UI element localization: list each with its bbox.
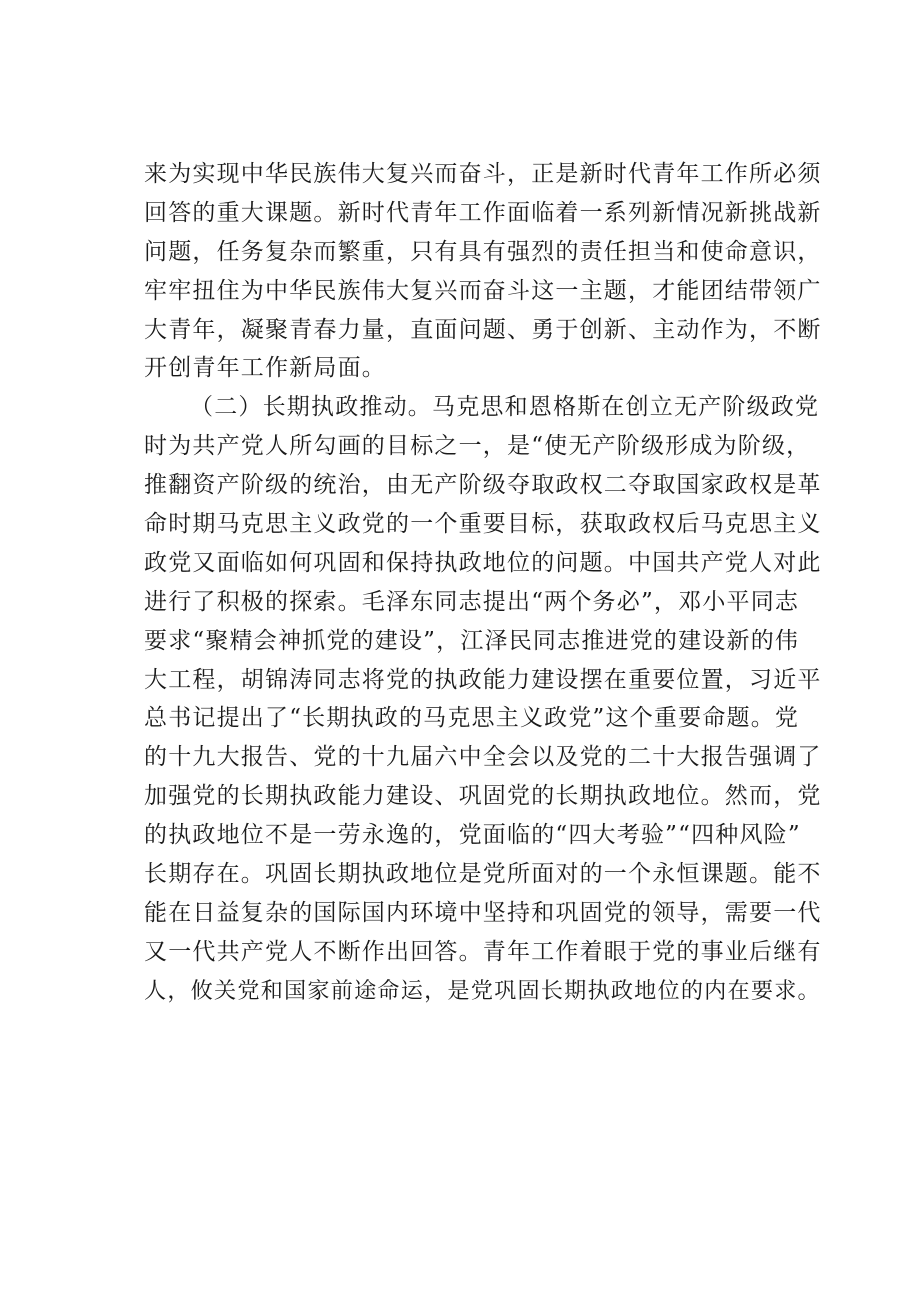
- text-line: 人，攸关党和国家前途命运，是党巩固长期执政地位的内在要求。: [144, 977, 821, 1004]
- text-line: 推翻资产阶级的统治，由无产阶级夺取政权二夺取国家政权是革: [144, 472, 822, 499]
- text-line: 长期存在。巩固长期执政地位是党所面对的一个永恒课题。能不: [144, 861, 822, 888]
- text-line: 来为实现中华民族伟大复兴而奋斗，正是新时代青年工作所必须: [144, 161, 822, 187]
- section-heading-line: （二）长期执政推动。马克思和恩格斯在创立无产阶级政党: [190, 394, 820, 421]
- text-line: 问题，任务复杂而繁重，只有具有强烈的责任担当和使命意识，: [144, 238, 822, 265]
- text-line: 总书记提出了“长期执政的马克思主义政党”这个重要命题。党: [144, 705, 800, 732]
- text-line: 能在日益复杂的国际国内环境中坚持和巩固党的领导，需要一代: [144, 899, 822, 926]
- text-line: 开创青年工作新局面。: [144, 355, 386, 382]
- text-line: 的十九大报告、党的十九届六中全会以及党的二十大报告强调了: [144, 744, 822, 771]
- text-line: 进行了积极的探索。毛泽东同志提出“两个务必”，邓小平同志: [144, 588, 800, 615]
- text-line: 的执政地位不是一劳永逸的，党面临的“四大考验”“四种风险”: [144, 822, 801, 849]
- text-line: 要求“聚精会神抓党的建设”，江泽民同志推进党的建设新的伟: [144, 627, 800, 654]
- text-line: 大工程，胡锦涛同志将党的执政能力建设摆在重要位置，习近平: [144, 666, 822, 693]
- text-line: 又一代共产党人不断作出回答。青年工作着眼于党的事业后继有: [144, 938, 822, 965]
- text-line: 回答的重大课题。新时代青年工作面临着一系列新情况新挑战新: [144, 199, 822, 226]
- text-line: 命时期马克思主义政党的一个重要目标，获取政权后马克思主义: [144, 511, 822, 538]
- text-line: 时为共产党人所勾画的目标之一，是“使无产阶级形成为阶级，: [144, 433, 811, 460]
- body-text: [144, 155, 834, 1011]
- text-line: 牢牢扭住为中华民族伟大复兴而奋斗这一主题，才能团结带领广: [144, 277, 822, 304]
- text-line: 加强党的长期执政能力建设、巩固党的长期执政地位。然而，党: [144, 783, 822, 810]
- text-line: 大青年，凝聚青春力量，直面问题、勇于创新、主动作为，不断: [144, 316, 822, 343]
- text-line: 政党又面临如何巩固和保持执政地位的问题。中国共产党人对此: [144, 549, 822, 576]
